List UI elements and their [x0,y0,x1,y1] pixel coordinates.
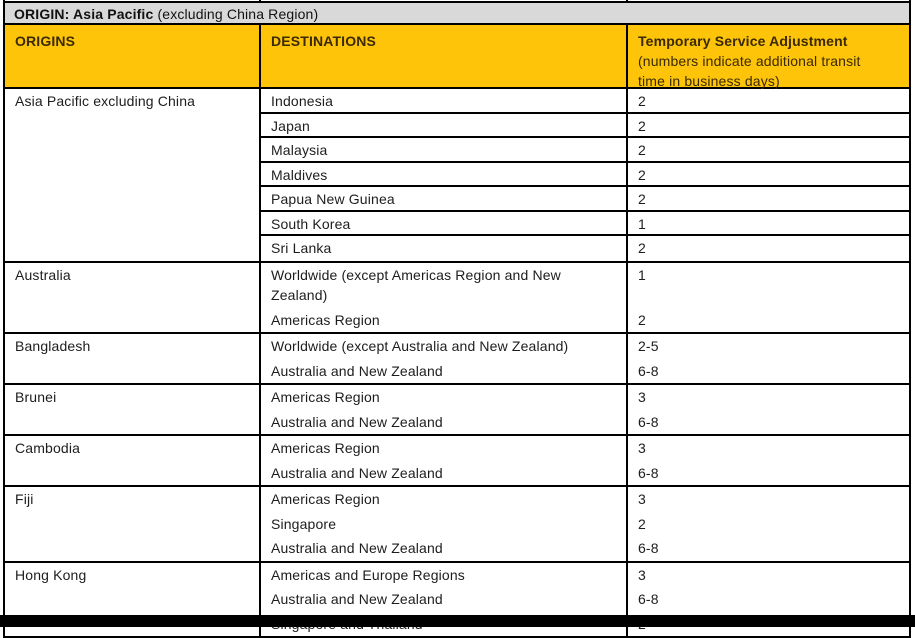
origin-region-title: ORIGIN: Asia Pacific [14,6,153,22]
destination-row [261,563,909,588]
origin-cell: Bangladesh [5,334,261,383]
adjustment-cell: 6-8 [628,536,909,561]
destination-row [261,138,909,163]
destination-cell: Worldwide (except Americas Region and New Zealand) [261,263,628,308]
adjustment-cell: 2 [628,114,909,137]
adjustment-cell: 2 [628,163,909,186]
destination-cell: Sri Lanka [261,236,628,261]
destination-cell: South Korea [261,212,628,235]
column-header-adjustment [628,25,909,87]
destination-row [261,410,909,435]
adjustment-cell: 6-8 [628,461,909,486]
destination-row [261,512,909,537]
destination-cell: Australia and New Zealand [261,461,628,486]
cutoff-cell [628,0,909,1]
table-header-row [5,25,909,89]
adjustment-cell: 3 [628,436,909,461]
destination-cell: Japan [261,114,628,137]
origin-region-banner [5,3,909,25]
destination-row [261,114,909,139]
bottom-black-bar [0,615,915,627]
table-row [5,487,909,563]
destination-cell: Americas and Europe Regions [261,563,628,588]
destination-cell: Papua New Guinea [261,187,628,210]
adjustment-cell: 3 [628,487,909,512]
destination-cell: Australia and New Zealand [261,359,628,384]
destination-row [261,436,909,461]
adjustment-header-note: (numbers indicate additional transit time in business days) [638,51,876,91]
adjustment-cell: 2 [628,187,909,210]
destination-row [261,308,909,333]
destination-list [261,263,909,333]
origin-cell: Fiji [5,487,261,561]
destination-cell: Malaysia [261,138,628,161]
adjustment-cell: 2 [628,308,909,333]
table-row [5,436,909,487]
destination-list [261,89,909,261]
destination-cell: Americas Region [261,385,628,410]
destination-row [261,536,909,561]
adjustment-cell: 2 [628,89,909,112]
destination-cell: Indonesia [261,89,628,112]
adjustment-cell: 3 [628,385,909,410]
origin-cell: Cambodia [5,436,261,485]
destination-list [261,487,909,561]
destination-list [261,385,909,434]
destination-cell: Americas Region [261,487,628,512]
destination-row [261,587,909,612]
adjustment-cell: 1 [628,212,909,235]
origin-cell: Brunei [5,385,261,434]
adjustment-cell: 3 [628,563,909,588]
destination-cell: Singapore [261,512,628,537]
destination-row [261,212,909,237]
cutoff-cell [261,0,628,1]
adjustment-cell: 6-8 [628,410,909,435]
table-row [5,263,909,335]
destination-row [261,163,909,188]
destination-list [261,334,909,383]
column-header-origins: ORIGINS [5,25,261,87]
destination-cell: Australia and New Zealand [261,587,628,612]
adjustment-cell: 2 [628,236,909,261]
origin-cell: Hong Kong [5,563,261,637]
destination-row [261,89,909,114]
destination-row [261,236,909,261]
destination-row [261,359,909,384]
adjustment-cell: 2-5 [628,334,909,359]
table-row [5,385,909,436]
adjustment-cell: 2 [628,512,909,537]
destination-row [261,385,909,410]
destination-cell: Americas Region [261,308,628,333]
origin-region-subtitle: (excluding China Region) [153,6,318,22]
destination-list [261,436,909,485]
destination-cell: Maldives [261,163,628,186]
adjustment-cell: 2 [628,138,909,161]
service-adjustment-table [3,0,911,638]
adjustment-cell: 1 [628,263,909,308]
origin-cell: Australia [5,263,261,333]
adjustment-header-title: Temporary Service Adjustment [638,33,848,49]
destination-cell: Worldwide (except Australia and New Zealand) [261,334,628,359]
destination-row [261,487,909,512]
destination-cell: Australia and New Zealand [261,410,628,435]
destination-row [261,334,909,359]
table-row [5,334,909,385]
destination-row [261,187,909,212]
destination-row [261,461,909,486]
destination-cell: Americas Region [261,436,628,461]
column-header-destinations: DESTINATIONS [261,25,628,87]
cutoff-cell [5,0,261,1]
origin-cell: Asia Pacific excluding China [5,89,261,261]
adjustment-cell: 6-8 [628,359,909,384]
destination-cell: Australia and New Zealand [261,536,628,561]
adjustment-cell: 6-8 [628,587,909,612]
destination-row [261,263,909,308]
table-row [5,89,909,263]
table-body [5,89,909,638]
